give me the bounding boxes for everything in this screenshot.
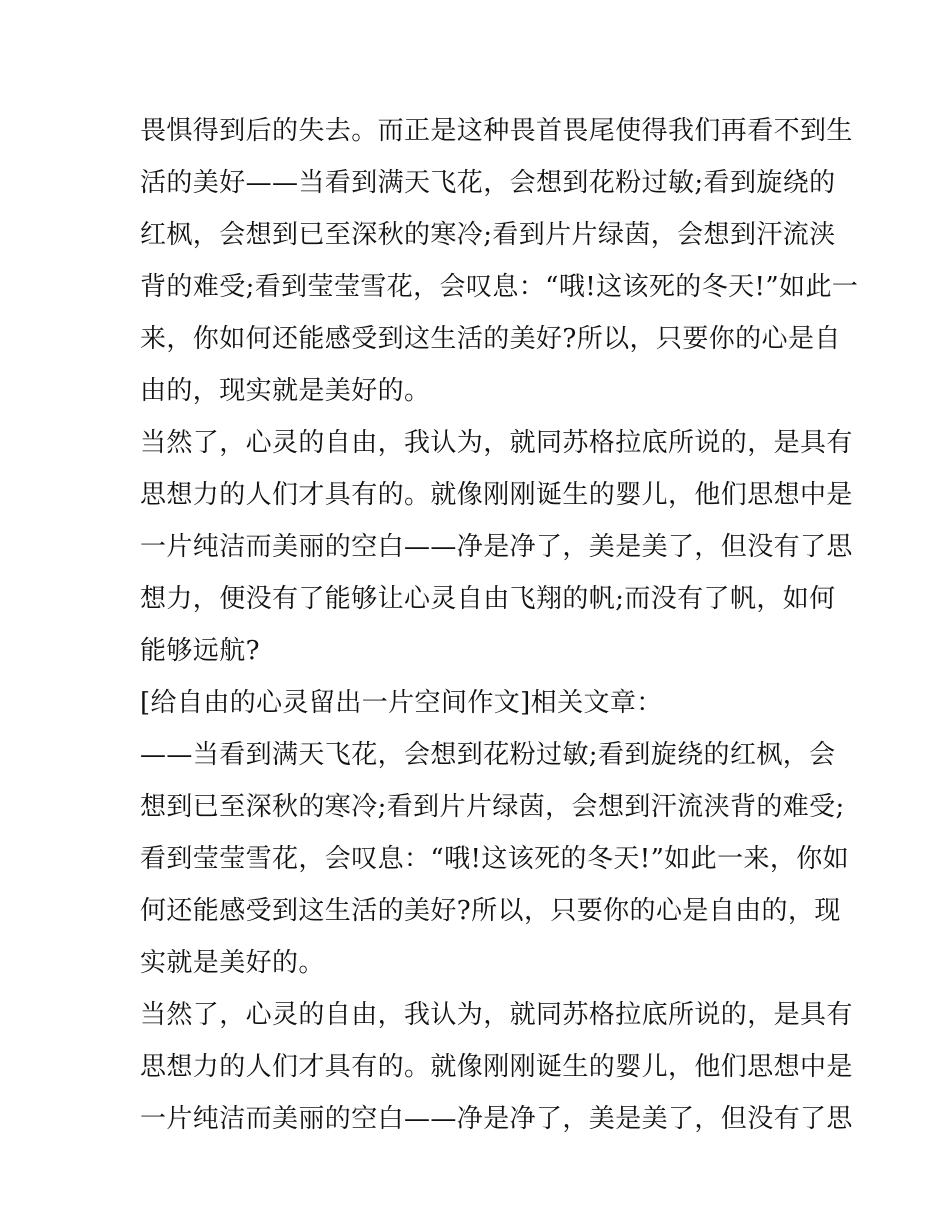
text-line: 思想力的人们才具有的。就像刚刚诞生的婴儿，他们思想中是 xyxy=(140,1052,853,1082)
text-line: 思想力的人们才具有的。就像刚刚诞生的婴儿，他们思想中是 xyxy=(140,480,853,510)
related-articles-heading: [给自由的心灵留出一片空间作文]相关文章： xyxy=(140,688,663,718)
text-line: 畏惧得到后的失去。而正是这种畏首畏尾使得我们再看不到生 xyxy=(140,116,853,146)
text-line: ——当看到满天飞花，会想到花粉过敏;看到旋绕的红枫，会 xyxy=(140,740,836,770)
text-line: 红枫，会想到已至深秋的寒冷;看到片片绿茵，会想到汗流浃 xyxy=(140,220,836,250)
text-line: 何还能感受到这生活的美好?所以，只要你的心是自由的，现 xyxy=(140,896,841,926)
text-line: 看到莹莹雪花，会叹息：“哦!这该死的冬天!”如此一来，你如 xyxy=(140,844,850,874)
text-line: 能够远航? xyxy=(140,636,260,666)
text-line: 一片纯洁而美丽的空白——净是净了，美是美了，但没有了思 xyxy=(140,1104,853,1134)
text-line: 由的，现实就是美好的。 xyxy=(140,376,431,406)
text-line: 活的美好——当看到满天飞花，会想到花粉过敏;看到旋绕的 xyxy=(140,168,836,198)
text-line: 当然了，心灵的自由，我认为，就同苏格拉底所说的，是具有 xyxy=(140,1000,853,1030)
text-line: 当然了，心灵的自由，我认为，就同苏格拉底所说的，是具有 xyxy=(140,428,853,458)
text-line: 想力，便没有了能够让心灵自由飞翔的帆;而没有了帆，如何 xyxy=(140,584,836,614)
text-line: 来，你如何还能感受到这生活的美好?所以，只要你的心是自 xyxy=(140,324,841,354)
text-line: 一片纯洁而美丽的空白——净是净了，美是美了，但没有了思 xyxy=(140,532,853,562)
text-line: 实就是美好的。 xyxy=(140,948,325,978)
text-line: 背的难受;看到莹莹雪花，会叹息：“哦!这该死的冬天!”如此一 xyxy=(140,272,859,302)
text-line: 想到已至深秋的寒冷;看到片片绿茵，会想到汗流浃背的难受; xyxy=(140,792,845,822)
